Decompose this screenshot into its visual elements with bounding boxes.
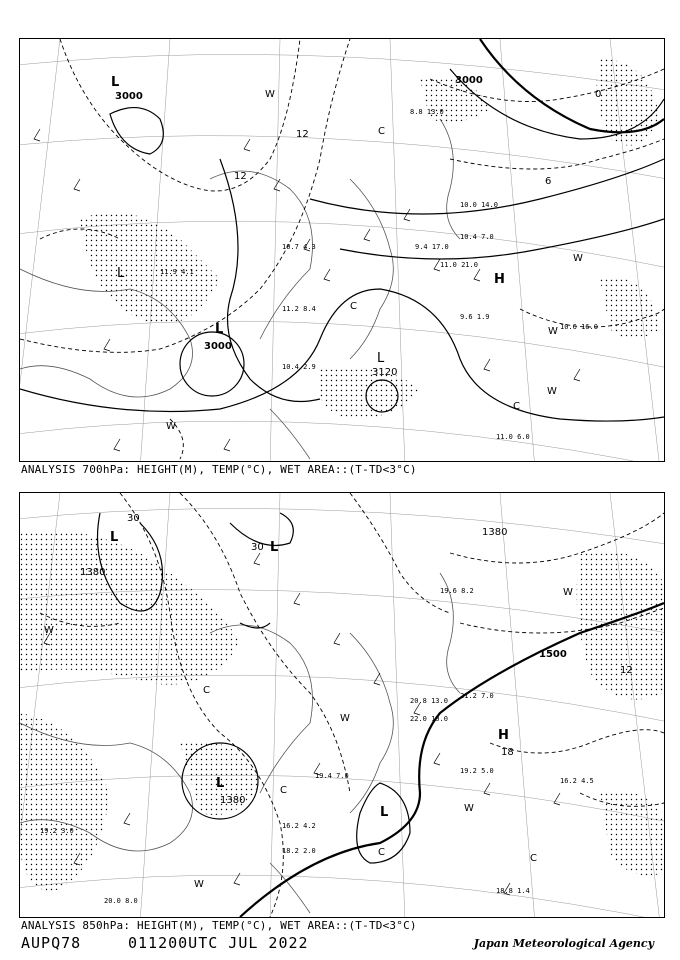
caption-850hpa: ANALYSIS 850hPa: HEIGHT(M), TEMP(°C), WET AREA::(T-TD<3°C) [21,919,417,932]
station-value: 21.2 7.0 [460,692,494,700]
low-center: L [270,540,279,555]
height-label: 1500 [539,649,567,660]
temp-label: W [44,625,54,636]
station-value: 19.4 7.0 [315,772,349,780]
height-label: 3120 [372,367,398,378]
height-label: 1380 [482,527,508,538]
wet-area [20,531,664,894]
station-value: 22.0 10.0 [410,715,448,723]
station-value: 19.2 3.0 [40,827,74,835]
station-value: 16.2 4.5 [560,777,594,785]
station-value: 9.6 1.9 [460,313,490,321]
station-value: 18.8 1.4 [496,887,530,895]
temp-label: W [573,253,583,264]
height-label: 1380 [220,795,246,806]
temp-label: C [378,126,385,137]
analysis-850hpa-map [19,492,665,918]
temp-label: C [378,847,385,858]
station-value: 10.4 7.0 [460,233,494,241]
temp-label: C [350,301,357,312]
station-value: 18.2 2.0 [282,847,316,855]
temp-label: W [548,326,558,337]
station-value: 19.6 8.2 [440,587,474,595]
temp-label: W [563,587,573,598]
map-700hpa-canvas [20,39,664,461]
caption-700hpa: ANALYSIS 700hPa: HEIGHT(M), TEMP(°C), WET AREA::(T-TD<3°C) [21,463,417,476]
temp-label: C [203,685,210,696]
temp-label: W [265,89,275,100]
station-value: 16.2 4.2 [282,822,316,830]
temp-label: W [194,879,204,890]
low-center: L [380,805,389,820]
height-label: 3000 [204,341,232,352]
height-label: 3000 [455,75,483,86]
temp-label: W [340,713,350,724]
height-label: 1380 [80,567,106,578]
temp-label: W [464,803,474,814]
temp-label: C [530,853,537,864]
high-center: H [498,728,509,743]
low-center: L [377,351,385,366]
temp-label: W [166,421,176,432]
station-value: 11.0 21.0 [440,261,478,269]
station-value: 8.8 13.0 [410,108,444,116]
station-value: 10.4 2.9 [282,363,316,371]
height-label: 3000 [115,91,143,102]
low-center: L [110,530,119,545]
valid-time: 011200UTC JUL 2022 [128,934,309,952]
wet-area [80,59,660,419]
temp-label: 12 [620,665,633,676]
temp-label: C [513,401,520,412]
temp-label: 18 [501,747,514,758]
low-center: L [215,322,224,337]
station-value: 11.9 4.1 [160,268,194,276]
height-labels [115,75,483,378]
station-value: 9.4 17.0 [415,243,449,251]
temp-label: 12 [296,129,309,140]
temp-label: 30 [251,542,264,553]
high-center: H [494,272,505,287]
station-value: 10.6 16.0 [560,323,598,331]
low-center: L [111,75,120,90]
low-center: L [117,266,125,281]
temp-label: 12 [234,171,247,182]
station-value: 20.0 8.0 [104,897,138,905]
temp-label: W [547,386,557,397]
analysis-700hpa-map [19,38,665,462]
map-850hpa-canvas [20,493,664,917]
station-value: 10.0 14.0 [460,201,498,209]
temp-label: 6 [545,176,552,187]
temp-label: C [280,785,287,796]
station-value: 11.0 6.0 [496,433,530,441]
chart-code: AUPQ78 [21,934,82,952]
station-value: 11.2 8.4 [282,305,316,313]
temp-label: 30 [127,513,140,524]
agency-name: Japan Meteorological Agency [473,937,654,950]
station-value: 10.7 4.3 [282,243,316,251]
station-value: 19.2 5.0 [460,767,494,775]
low-center: L [216,776,225,791]
station-value: 20.8 13.0 [410,697,448,705]
temp-label: 0 [595,89,602,100]
